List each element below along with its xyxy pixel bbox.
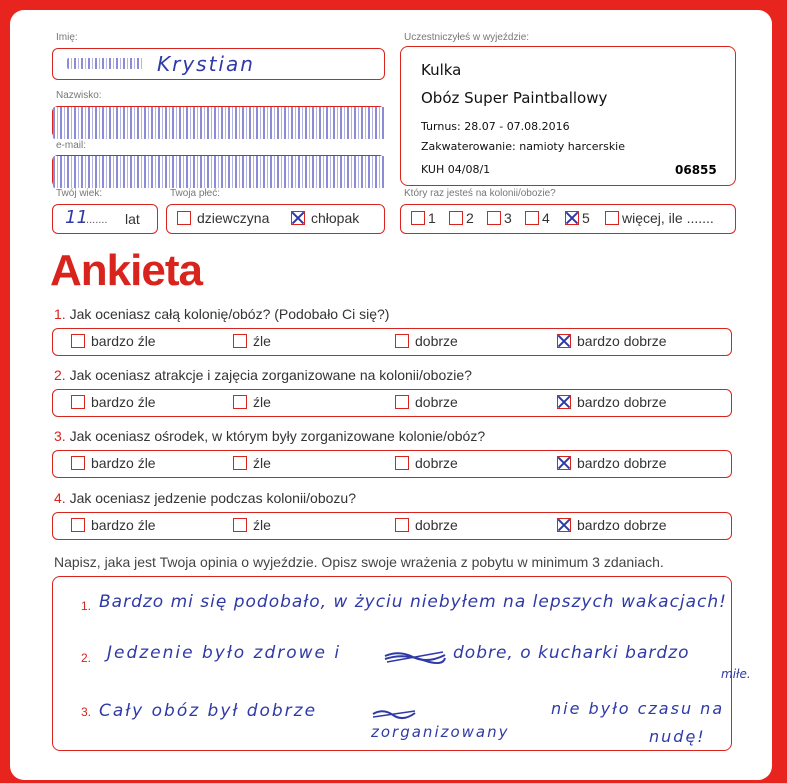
times-3-label: 3 xyxy=(504,210,512,227)
question-4-label: Jak oceniasz jedzenie podczas kolonii/obozu? xyxy=(69,490,356,506)
question-3-option-4-label: bardzo dobrze xyxy=(577,455,667,472)
question-1-option-3-checkbox[interactable] xyxy=(395,334,409,348)
camp-turnus xyxy=(421,120,570,133)
question-4-option-4[interactable] xyxy=(557,516,667,533)
times-option-more[interactable] xyxy=(605,209,714,226)
question-1-text xyxy=(54,306,389,322)
name-redaction xyxy=(67,58,143,69)
question-1-number: 1. xyxy=(54,306,66,322)
question-3-option-4[interactable] xyxy=(557,454,667,471)
answer-2-part-3: miłe. xyxy=(721,667,751,681)
times-3-checkbox[interactable] xyxy=(487,211,501,225)
question-1-label: Jak oceniasz całą kolonię/obóz? (Podobało Ci się?) xyxy=(69,306,390,322)
question-2-option-3-checkbox[interactable] xyxy=(395,395,409,409)
times-1-label: 1 xyxy=(428,210,436,227)
answer-2-part-2: dobre, o kucharki bardzo xyxy=(453,643,690,663)
email-field[interactable] xyxy=(52,155,385,187)
question-1-option-1-label: bardzo źle xyxy=(91,333,156,350)
answer-2-part-1: Jedzenie było zdrowe i xyxy=(107,643,342,663)
name-label: Imię: xyxy=(56,32,78,43)
times-field xyxy=(400,204,736,234)
turnus-label: Turnus: xyxy=(421,120,461,133)
question-1-option-2[interactable] xyxy=(233,332,271,349)
question-2-option-2[interactable] xyxy=(233,393,271,410)
question-3-label: Jak oceniasz ośrodek, w którym były zorganizowane kolonie/obóz? xyxy=(69,428,486,444)
question-4-option-3-label: dobrze xyxy=(415,517,458,534)
question-4-options xyxy=(52,512,732,540)
surname-field[interactable] xyxy=(52,106,385,138)
question-4-number: 4. xyxy=(54,490,66,506)
question-1-option-1[interactable] xyxy=(71,332,156,349)
age-dots: ........ xyxy=(83,214,108,226)
answer-3-part-2: zorganizowany xyxy=(371,723,510,741)
times-more-label: więcej, ile ....... xyxy=(622,210,714,227)
question-3-option-1-label: bardzo źle xyxy=(91,455,156,472)
camp-number: 06855 xyxy=(675,163,717,177)
question-3-option-3-checkbox[interactable] xyxy=(395,456,409,470)
question-2-option-1[interactable] xyxy=(71,393,156,410)
question-1-option-3-label: dobrze xyxy=(415,333,458,350)
question-1-option-2-checkbox[interactable] xyxy=(233,334,247,348)
question-2-number: 2. xyxy=(54,367,66,383)
camp-info-box xyxy=(400,46,736,186)
answer-num-2: 2. xyxy=(81,651,92,665)
times-1-checkbox[interactable] xyxy=(411,211,425,225)
question-4-option-2[interactable] xyxy=(233,516,271,533)
question-3-option-1-checkbox[interactable] xyxy=(71,456,85,470)
name-field[interactable] xyxy=(52,48,385,80)
times-4-checkbox[interactable] xyxy=(525,211,539,225)
gender-boy-checkbox[interactable] xyxy=(291,211,305,225)
age-label: Twój wiek: xyxy=(56,188,103,199)
email-redaction xyxy=(53,156,386,188)
question-2-option-4-label: bardzo dobrze xyxy=(577,394,667,411)
question-3-option-4-checkbox[interactable] xyxy=(557,456,571,470)
question-1-option-2-label: źle xyxy=(253,333,271,350)
question-4-option-4-label: bardzo dobrze xyxy=(577,517,667,534)
answer-num-3: 3. xyxy=(81,705,92,719)
question-3-options xyxy=(52,450,732,478)
gender-girl-label: dziewczyna xyxy=(197,210,270,227)
question-2-label: Jak oceniasz atrakcje i zajęcia zorganizowane na kolonii/obozie? xyxy=(69,367,472,383)
question-2-option-1-label: bardzo źle xyxy=(91,394,156,411)
times-more-checkbox[interactable] xyxy=(605,211,619,225)
question-1-option-4[interactable] xyxy=(557,332,667,349)
surname-label: Nazwisko: xyxy=(56,90,102,101)
question-3-option-2-label: źle xyxy=(253,455,271,472)
question-2-options xyxy=(52,389,732,417)
question-2-option-3-label: dobrze xyxy=(415,394,458,411)
crossed-out-word-2 xyxy=(371,707,417,721)
gender-field xyxy=(166,204,385,234)
age-value: 11 xyxy=(65,207,88,228)
question-4-option-4-checkbox[interactable] xyxy=(557,518,571,532)
gender-label: Twoja płeć: xyxy=(170,188,221,199)
question-3-text xyxy=(54,428,485,444)
camp-line-2: Obóz Super Paintballowy xyxy=(421,89,608,107)
accommodation-label: Zakwaterowanie: xyxy=(421,140,516,153)
answer-num-1: 1. xyxy=(81,599,92,613)
crossed-out-word xyxy=(383,647,447,665)
times-option-4[interactable] xyxy=(525,209,550,226)
question-2-option-2-label: źle xyxy=(253,394,271,411)
question-1-option-3[interactable] xyxy=(395,332,458,349)
question-4-option-3-checkbox[interactable] xyxy=(395,518,409,532)
times-option-3[interactable] xyxy=(487,209,512,226)
opinion-box[interactable] xyxy=(52,576,751,751)
camp-code: KUH 04/08/1 xyxy=(421,163,491,176)
age-field[interactable] xyxy=(52,204,158,234)
question-2-option-1-checkbox[interactable] xyxy=(71,395,85,409)
times-2-label: 2 xyxy=(466,210,474,227)
question-4-option-1-label: bardzo źle xyxy=(91,517,156,534)
accommodation-value: namioty harcerskie xyxy=(519,140,626,153)
answer-1: Bardzo mi się podobało, w życiu niebyłem na lepszych wakacjach! xyxy=(99,592,727,612)
answer-3-part-4: nudę! xyxy=(649,727,706,746)
question-1-option-4-checkbox[interactable] xyxy=(557,334,571,348)
question-3-option-3[interactable] xyxy=(395,454,458,471)
survey-sheet xyxy=(10,10,772,780)
opinion-prompt: Napisz, jaka jest Twoja opinia o wyjeździe. Opisz swoje wrażenia z pobytu w minimum 3 zdaniach. xyxy=(54,554,664,570)
question-3-option-2[interactable] xyxy=(233,454,271,471)
question-2-option-2-checkbox[interactable] xyxy=(233,395,247,409)
question-3-number: 3. xyxy=(54,428,66,444)
times-label: Który raz jesteś na kolonii/obozie? xyxy=(404,188,556,199)
surname-redaction xyxy=(53,107,386,139)
question-3-option-3-label: dobrze xyxy=(415,455,458,472)
question-4-option-2-checkbox[interactable] xyxy=(233,518,247,532)
question-3-option-1[interactable] xyxy=(71,454,156,471)
question-1-options xyxy=(52,328,732,356)
question-4-text xyxy=(54,490,356,506)
gender-boy-label: chłopak xyxy=(311,210,360,227)
camp-line-1: Kulka xyxy=(421,61,462,79)
answer-3-part-1: Cały obóz był dobrze xyxy=(99,701,318,721)
answer-3-part-3: nie było czasu na xyxy=(551,699,725,718)
question-1-option-1-checkbox[interactable] xyxy=(71,334,85,348)
email-label: e-mail: xyxy=(56,140,87,151)
gender-girl-checkbox[interactable] xyxy=(177,211,191,225)
gender-option-boy[interactable] xyxy=(291,209,359,226)
question-3-option-2-checkbox[interactable] xyxy=(233,456,247,470)
survey-title: Ankieta xyxy=(50,246,202,295)
times-2-checkbox[interactable] xyxy=(449,211,463,225)
question-4-option-3[interactable] xyxy=(395,516,458,533)
camp-label: Uczestniczyłeś w wyjeździe: xyxy=(404,32,530,43)
times-5-checkbox[interactable] xyxy=(565,211,579,225)
question-4-option-2-label: źle xyxy=(253,517,271,534)
question-2-option-3[interactable] xyxy=(395,393,458,410)
times-4-label: 4 xyxy=(542,210,550,227)
turnus-value: 28.07 - 07.08.2016 xyxy=(464,120,570,133)
gender-option-girl[interactable] xyxy=(177,209,269,226)
question-2-option-4-checkbox[interactable] xyxy=(557,395,571,409)
times-5-label: 5 xyxy=(582,210,590,227)
name-value: Krystian xyxy=(157,52,255,76)
times-option-5[interactable] xyxy=(565,209,590,226)
camp-accommodation xyxy=(421,140,625,153)
times-option-1[interactable] xyxy=(411,209,436,226)
question-2-option-4[interactable] xyxy=(557,393,667,410)
times-option-2[interactable] xyxy=(449,209,474,226)
age-unit: lat xyxy=(125,211,140,227)
question-4-option-1-checkbox[interactable] xyxy=(71,518,85,532)
question-2-text xyxy=(54,367,472,383)
question-1-option-4-label: bardzo dobrze xyxy=(577,333,667,350)
question-4-option-1[interactable] xyxy=(71,516,156,533)
